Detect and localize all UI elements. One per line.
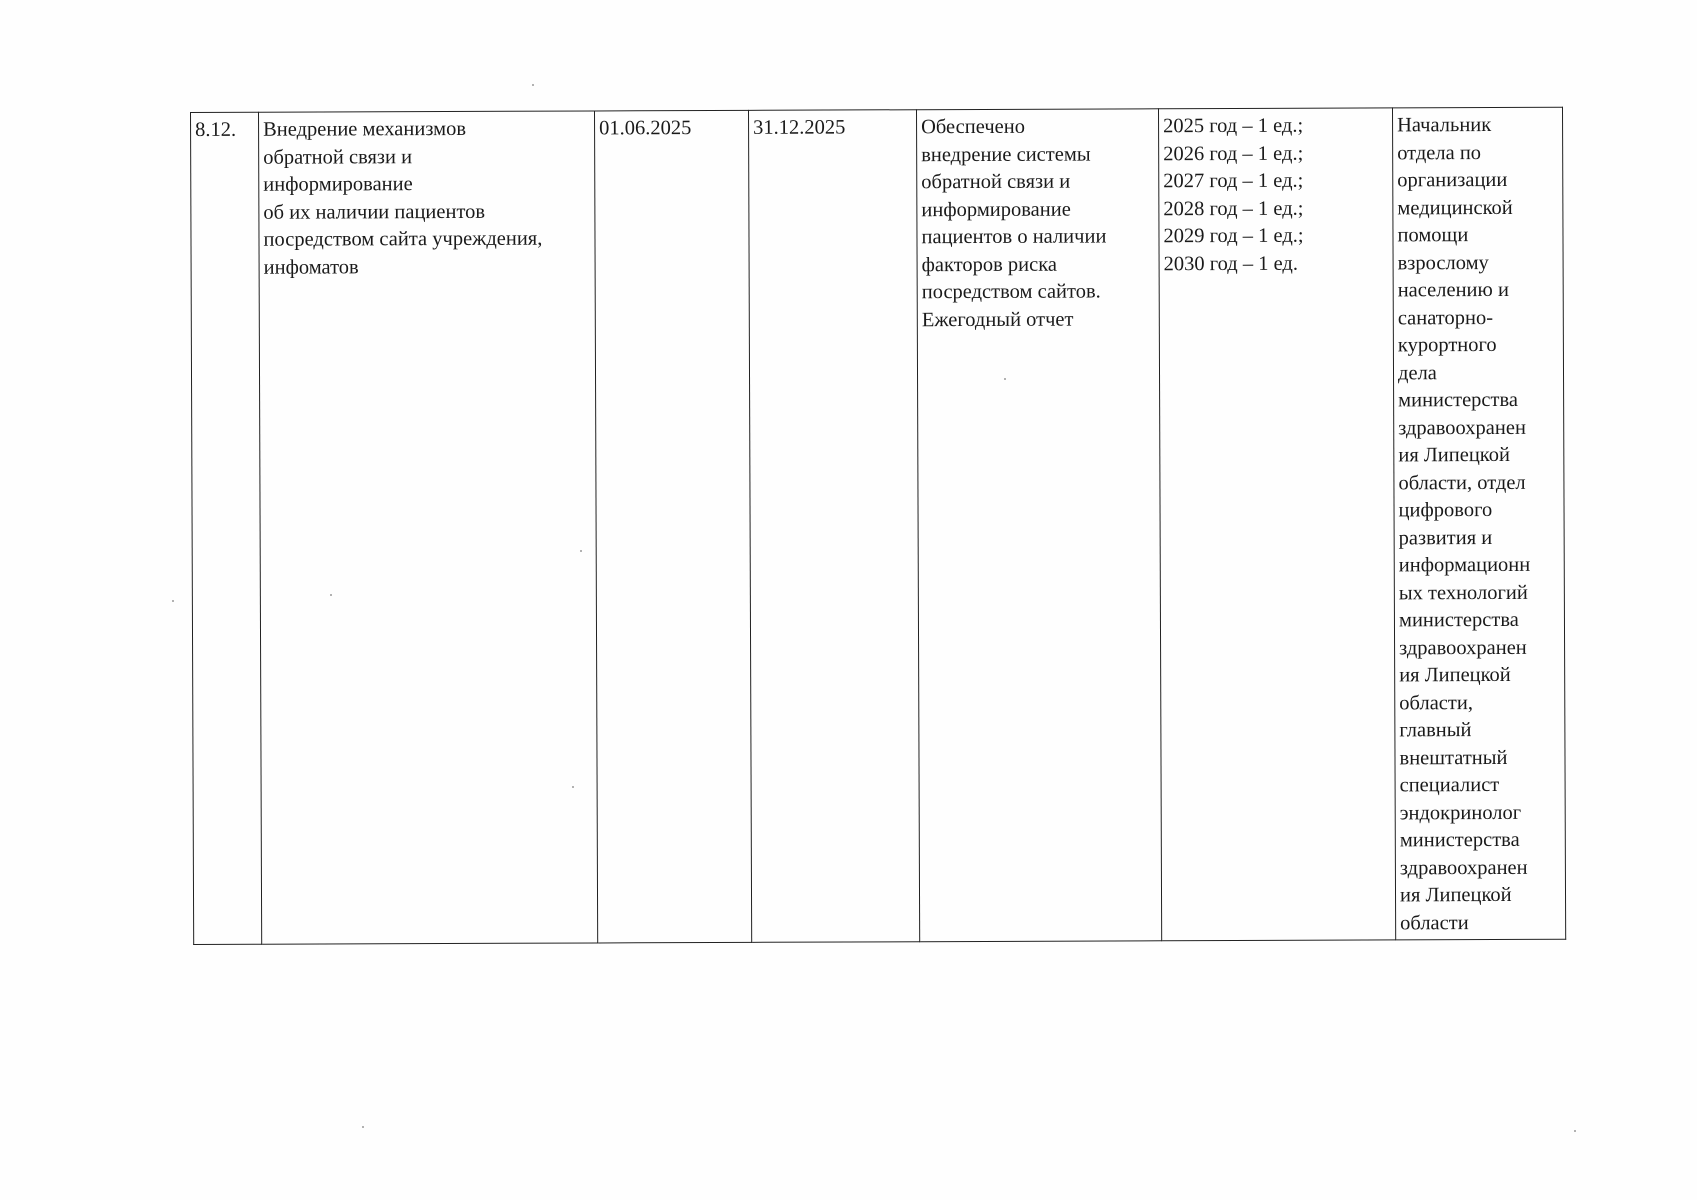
- scan-speck: [532, 84, 534, 86]
- responsible-line: организации: [1397, 168, 1508, 192]
- plan-table: [190, 107, 1566, 945]
- responsible-line: ия Липецкой: [1398, 443, 1510, 467]
- start-date-cell: [594, 110, 751, 943]
- end-date-cell: [748, 110, 919, 943]
- responsible-line: области,: [1399, 691, 1473, 714]
- measure-name-line: инфоматов: [263, 255, 359, 279]
- indicator-line: 2027 год – 1 ед.;: [1163, 169, 1304, 193]
- table-row: [191, 107, 1566, 944]
- scan-speck: [362, 1126, 364, 1128]
- responsible-line: ия Липецкой: [1399, 663, 1511, 687]
- responsible-cell: [1392, 107, 1565, 940]
- responsible-line: развития и: [1398, 526, 1493, 549]
- indicator-line: 2030 год – 1 ед.: [1163, 252, 1299, 275]
- result-line: обратной связи и: [921, 170, 1071, 194]
- result-cell: [916, 109, 1161, 942]
- measure-name-line: посредством сайта учреждения,: [263, 227, 543, 251]
- responsible-line: населению и: [1397, 278, 1509, 302]
- measure-name-line: обратной связи и: [263, 145, 413, 169]
- responsible-line: здравоохранен: [1398, 416, 1526, 439]
- result-line: информирование: [921, 198, 1071, 221]
- measure-name-line: об их наличии пациентов: [263, 200, 486, 224]
- responsible-line: Начальник: [1397, 114, 1492, 137]
- indicator-cell: [1158, 108, 1395, 941]
- item-number-cell: [191, 112, 262, 944]
- result-line: пациентов о наличии: [921, 225, 1107, 249]
- responsible-line: помощи: [1397, 224, 1469, 247]
- responsible-line: медицинской: [1397, 196, 1513, 219]
- scan-speck: [1574, 1130, 1576, 1132]
- responsible-line: внештатный: [1399, 746, 1508, 769]
- responsible-line: здравоохранен: [1399, 856, 1528, 879]
- start-date: 01.06.2025: [599, 117, 692, 140]
- measure-name-line: информирование: [263, 173, 413, 196]
- responsible-line: санаторно-: [1397, 306, 1494, 329]
- responsible-line: министерства: [1398, 608, 1519, 632]
- indicator-line: 2025 год – 1 ед.;: [1163, 114, 1304, 138]
- responsible-line: курортного: [1397, 333, 1497, 357]
- result-line: посредством сайтов.: [921, 280, 1101, 304]
- end-date: 31.12.2025: [753, 116, 846, 139]
- responsible-line: взрослому: [1397, 251, 1489, 274]
- responsible-line: области, отдел: [1398, 471, 1526, 494]
- item-number: 8.12.: [195, 118, 237, 141]
- responsible-line: здравоохранен: [1399, 636, 1527, 659]
- scan-speck: [172, 600, 174, 602]
- responsible-line: информационн: [1398, 553, 1531, 577]
- responsible-line: ых технологий: [1398, 581, 1528, 604]
- responsible-line: главный: [1399, 719, 1472, 742]
- measure-name-line: Внедрение механизмов: [263, 117, 467, 141]
- indicator-line: 2029 год – 1 ед.;: [1163, 224, 1304, 248]
- result-line: факторов риска: [921, 253, 1058, 276]
- responsible-line: ия Липецкой: [1399, 883, 1512, 907]
- responsible-line: министерства: [1399, 828, 1520, 852]
- result-line: Обеспечено: [921, 115, 1025, 139]
- responsible-line: дела: [1397, 361, 1437, 384]
- result-line: внедрение системы: [921, 143, 1091, 166]
- responsible-line: специалист: [1399, 773, 1500, 797]
- result-line: Ежегодный отчет: [921, 308, 1074, 331]
- indicator-line: 2026 год – 1 ед.;: [1163, 142, 1304, 165]
- responsible-line: эндокринолог: [1399, 801, 1522, 824]
- indicator-line: 2028 год – 1 ед.;: [1163, 197, 1304, 220]
- measure-name-cell: [259, 111, 598, 944]
- responsible-line: области: [1400, 911, 1469, 934]
- responsible-line: цифрового: [1398, 499, 1493, 522]
- responsible-line: отдела по: [1397, 141, 1482, 164]
- responsible-line: министерства: [1398, 388, 1519, 412]
